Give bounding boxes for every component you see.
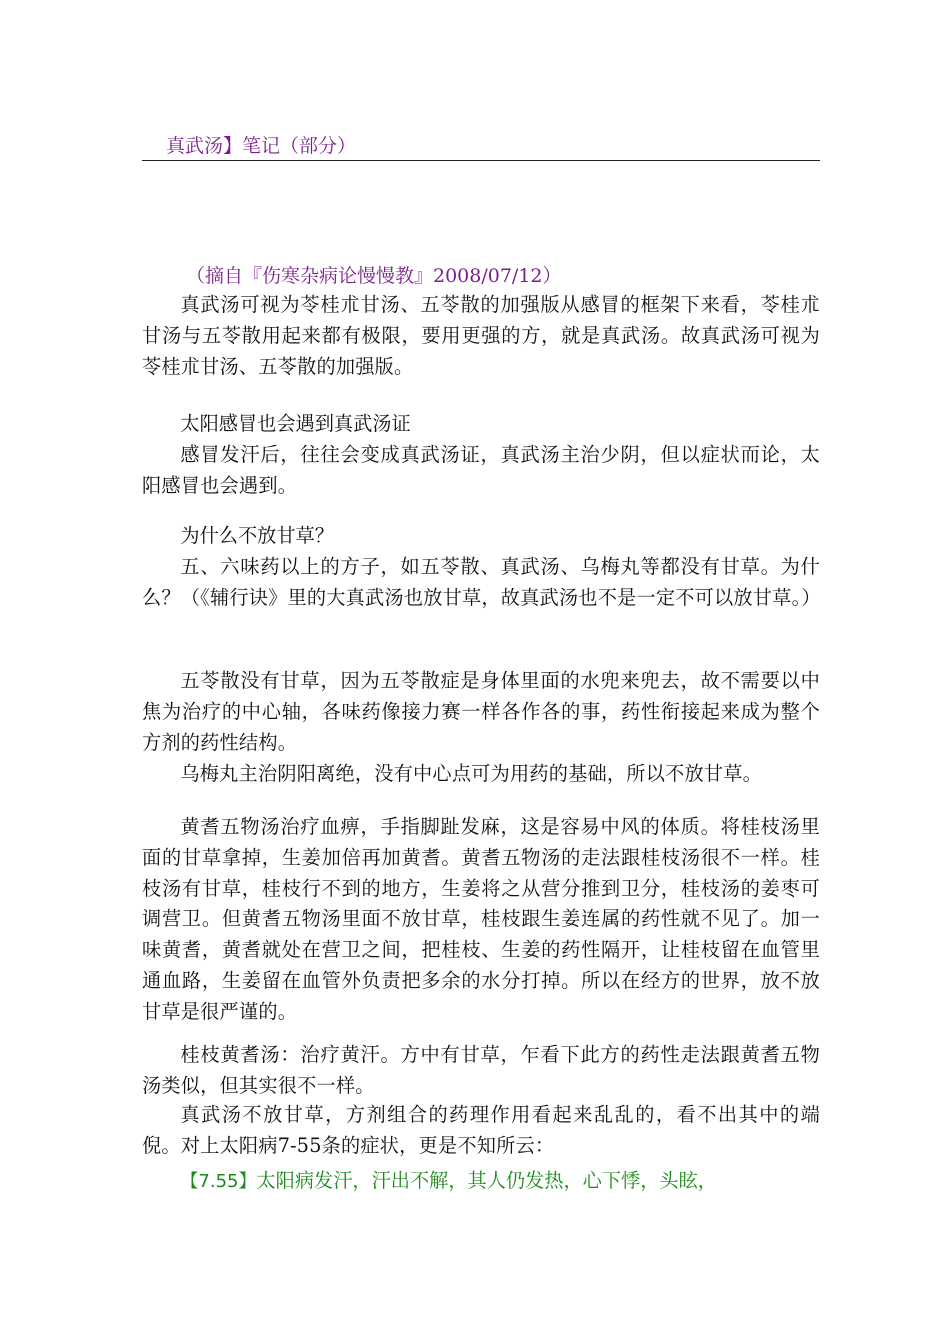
paragraph-guizhi-huangqi: 桂枝黄耆汤：治疗黄汗。方中有甘草，乍看下此方的药性走法跟黄耆五物汤类似，但其实很不一样。 [142, 1043, 820, 1097]
heading-gancao: 为什么不放甘草？ [180, 524, 334, 547]
paragraph-wumei: 乌梅丸主治阴阳离绝，没有中心点可为用药的基础，所以不放甘草。 [180, 762, 763, 785]
heading-taiyang: 太阳感冒也会遇到真武汤证 [180, 412, 411, 435]
paragraph-wuling: 五苓散没有甘草，因为五苓散症是身体里面的水兜来兜去，故不需要以中焦为治疗的中心轴，各味药像接力赛一样各作各的事，药性衔接起来成为整个方剂的药性结构。 [142, 669, 820, 754]
page-header [142, 134, 820, 161]
quote-ref: 【7.55】 [180, 1171, 257, 1192]
paragraph-taiyang: 感冒发汗后，往往会变成真武汤证，真武汤主治少阴，但以症状而论，太阳感冒也会遇到。 [142, 443, 820, 497]
paragraph-huangqi-wuwu: 黄耆五物汤治疗血痹，手指脚趾发麻，这是容易中风的体质。将桂枝汤里面的甘草拿掉，生姜加倍再加黄耆。黄耆五物汤的走法跟桂枝汤很不一样。桂枝汤有甘草，桂枝行不到的地方，生姜将之从营分推到卫分，桂枝汤的姜枣可调营卫。但黄耆五物汤里面不放甘草，桂枝跟生姜连属的药性就不见了。加一味黄耆，黄耆就处在营卫之间，把桂枝、生姜的药性隔开，让桂枝留在血管里通血路，生姜留在血管外负责把多余的水分打掉。所以在经方的世界，放不放甘草是很严谨的。 [142, 815, 820, 1023]
paragraph-gancao: 五、六味药以上的方子，如五苓散、真武汤、乌梅丸等都没有甘草。为什么？（《辅行诀》里的大真武汤也放甘草，故真武汤也不是一定不可以放甘草。） [142, 555, 821, 609]
source-note: （摘自『伤寒杂病论慢慢教』2008/07/12） [186, 265, 562, 287]
header-title: 真武汤】笔记（部分） [166, 135, 357, 157]
paragraph-zhenwu-no-gancao: 真武汤不放甘草，方剂组合的药理作用看起来乱乱的，看不出其中的端倪。对上太阳病7-55条的症状，更是不知所云： [142, 1103, 820, 1157]
paragraph-intro: 真武汤可视为苓桂朮甘汤、五苓散的加强版从感冒的框架下来看，苓桂朮甘汤与五苓散用起来都有极限，要用更强的方，就是真武汤。故真武汤可视为苓桂朮甘汤、五苓散的加强版。 [142, 293, 820, 378]
quote-7-55 [142, 1166, 820, 1198]
quote-text: 太阳病发汗，汗出不解，其人仍发热，心下悸，头眩， [256, 1169, 717, 1192]
